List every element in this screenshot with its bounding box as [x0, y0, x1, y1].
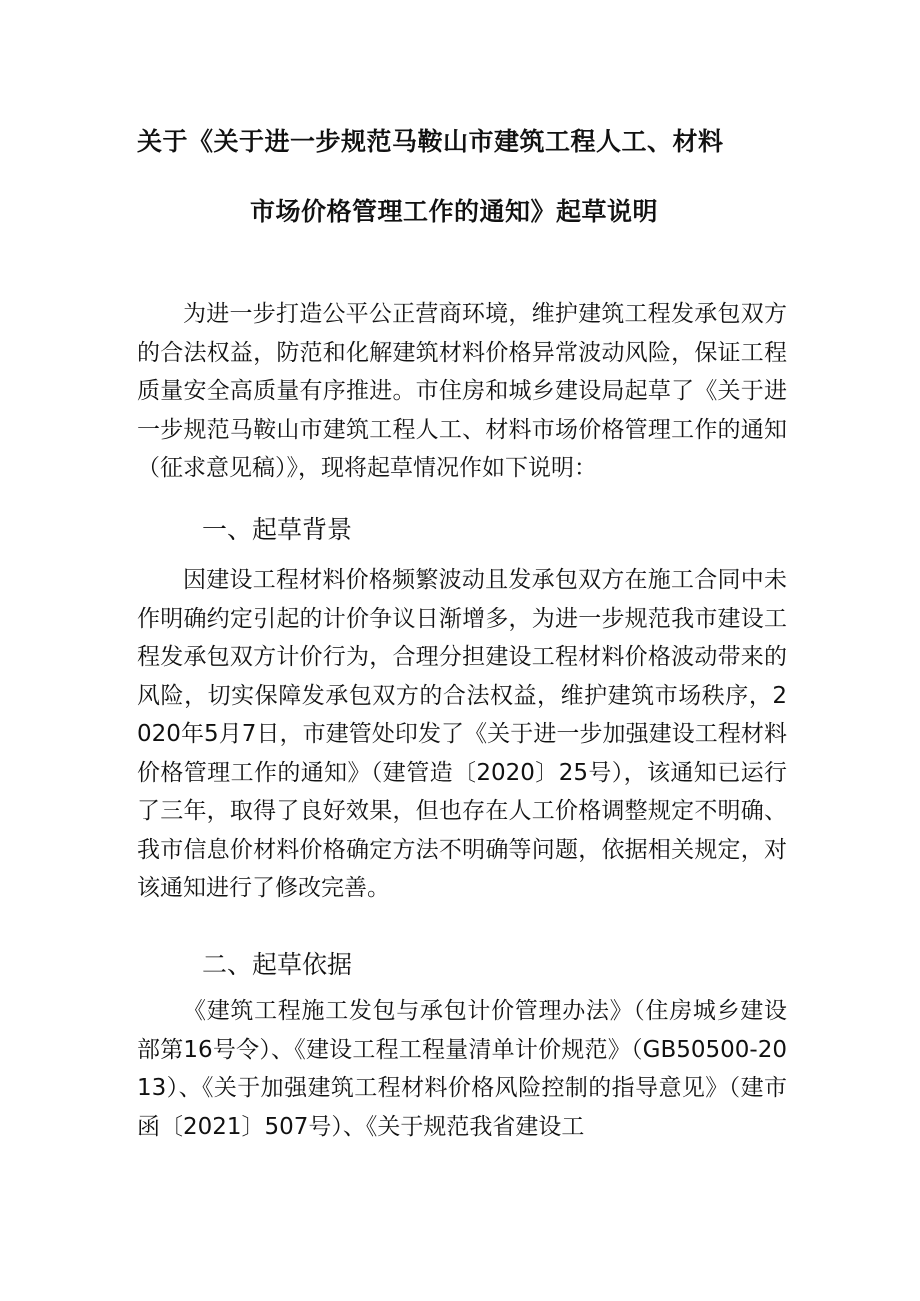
section-heading-background: 一、起草背景: [202, 515, 353, 544]
section-paragraph-basis: 《建筑工程施工发包与承包计价管理办法》（住房城乡建设部第16号令）、《建设工程工程量清单计价规范》（GB50500-2013）、《关于加强建筑工程材料价格风险控制的指导意见》（建市函〔2021〕507号）、《关于规范我省建设工: [137, 998, 787, 1140]
intro-paragraph: 为进一步打造公平公正营商环境，维护建筑工程发承包双方的合法权益，防范和化解建筑材料价格异常波动风险，保证工程质量安全高质量有序推进。市住房和城乡建设局起草了《关于进一步规范马鞍山市建筑工程人工、材料市场价格管理工作的通知（征求意见稿）》，现将起草情况作如下说明：: [137, 301, 787, 481]
document-title-line-1: 关于《关于进一步规范马鞍山市建筑工程人工、材料: [137, 127, 724, 156]
section-paragraph-background: 因建设工程材料价格频繁波动且发承包双方在施工合同中未作明确约定引起的计价争议日渐增多，为进一步规范我市建设工程发承包双方计价行为，合理分担建设工程材料价格波动带来的风险，切实保障发承包双方的合法权益，维护建筑市场秩序，2020年5月7日，市建管处印发了《关于进一步加强建设工程材料价格管理工作的通知》（建管造〔2020〕25号），该通知已运行了三年，取得了良好效果，但也存在人工价格调整规定不明确、我市信息价材料价格确定方法不明确等问题，依据相关规定，对该通知进行了修改完善。: [137, 567, 787, 901]
section-heading-basis: 二、起草依据: [202, 950, 353, 979]
document-title-line-2: 市场价格管理工作的通知》起草说明: [250, 197, 659, 226]
